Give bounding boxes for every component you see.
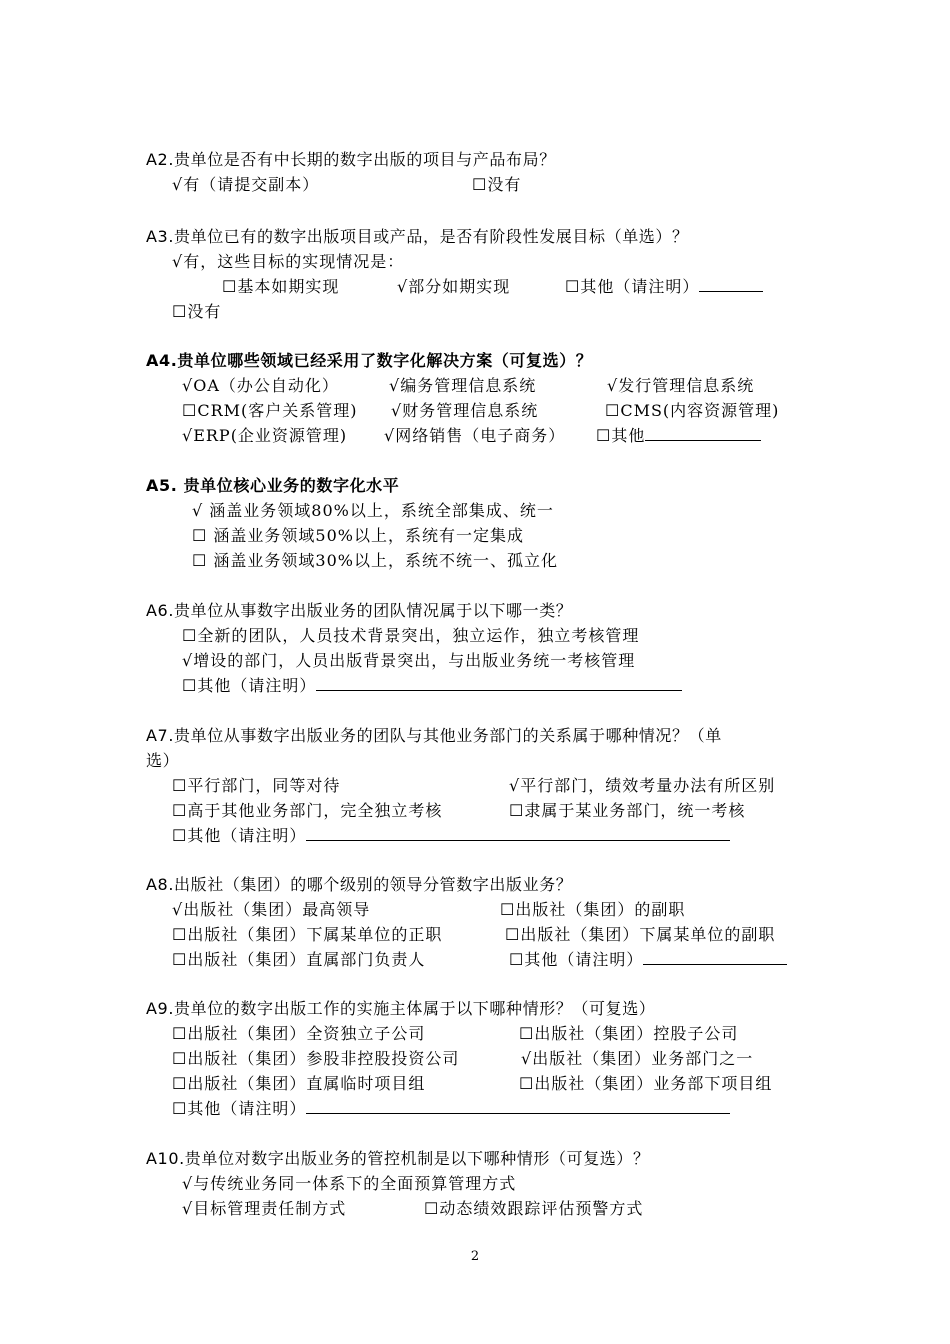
a9-option-other-label: ☐其他（请注明）	[172, 1099, 307, 1118]
a3-option-yes[interactable]: √有，这些目标的实现情况是：	[172, 252, 405, 271]
a7-other-blank[interactable]	[306, 826, 730, 841]
a9-option-holding[interactable]: ☐出版社（集团）控股子公司	[519, 1024, 739, 1043]
a7-option-other[interactable]	[172, 826, 730, 846]
a4-option-other-label: ☐其他	[596, 426, 646, 445]
a3-sub-option-3[interactable]	[565, 277, 763, 297]
page-number: 2	[470, 1249, 480, 1264]
a3-option-no[interactable]: ☐没有	[172, 302, 222, 321]
a9-option-other[interactable]	[172, 1099, 730, 1119]
a8-option-other-label: ☐其他（请注明）	[509, 950, 644, 969]
a9-option-temp-project[interactable]: ☐出版社（集团）直属临时项目组	[172, 1074, 426, 1093]
a4-option-erp[interactable]: √ERP(企业资源管理)	[182, 426, 348, 445]
a8-other-blank[interactable]	[643, 950, 787, 965]
a3-other-blank[interactable]	[699, 277, 763, 292]
a8-option-top-leader[interactable]: √出版社（集团）最高领导	[172, 900, 371, 919]
a2-option-no[interactable]: ☐没有	[472, 175, 522, 194]
a4-option-cms[interactable]: ☐CMS(内容资源管理)	[605, 401, 780, 420]
a8-option-dept-head[interactable]: ☐出版社（集团）直属部门负责人	[172, 950, 426, 969]
a5-option-80[interactable]: √ 涵盖业务领域80%以上，系统全部集成、统一	[192, 501, 554, 520]
a8-option-other[interactable]	[509, 950, 787, 970]
a8-option-sub-unit-head[interactable]: ☐出版社（集团）下属某单位的正职	[172, 925, 443, 944]
a4-question: A4.贵单位哪些领域已经采用了数字化解决方案（可复选）？	[146, 351, 593, 370]
a5-option-30[interactable]: ☐ 涵盖业务领域30%以上，系统不统一、孤立化	[192, 551, 558, 570]
a7-option-higher[interactable]: ☐高于其他业务部门，完全独立考核	[172, 801, 443, 820]
a4-other-blank[interactable]	[645, 426, 761, 441]
a4-option-distribution[interactable]: √发行管理信息系统	[607, 376, 755, 395]
a7-option-parallel-equal[interactable]: ☐平行部门，同等对待	[172, 776, 341, 795]
a9-question: A9.贵单位的数字出版工作的实施主体属于以下哪种情形？（可复选）	[146, 999, 656, 1018]
a5-option-50[interactable]: ☐ 涵盖业务领域50%以上，系统有一定集成	[192, 526, 524, 545]
a3-question: A3.贵单位已有的数字出版项目或产品，是否有阶段性发展目标（单选）？	[146, 227, 689, 246]
a7-option-subordinate[interactable]: ☐隶属于某业务部门，统一考核	[509, 801, 746, 820]
a5-question: A5. 贵单位核心业务的数字化水平	[146, 476, 400, 495]
a2-option-yes[interactable]: √有（请提交副本）	[172, 175, 320, 194]
a4-option-oa[interactable]: √OA（办公自动化）	[182, 376, 339, 395]
a6-other-blank[interactable]	[316, 676, 682, 691]
a7-question-line-2: 选）	[146, 751, 180, 770]
a2-question: A2.贵单位是否有中长期的数字出版的项目与产品布局？	[146, 150, 556, 169]
a4-option-ecommerce[interactable]: √网络销售（电子商务）	[384, 426, 566, 445]
a9-option-business-dept[interactable]: √出版社（集团）业务部门之一	[521, 1049, 754, 1068]
a7-option-other-label: ☐其他（请注明）	[172, 826, 307, 845]
a9-option-minority[interactable]: ☐出版社（集团）参股非控股投资公司	[172, 1049, 460, 1068]
a4-option-editorial[interactable]: √编务管理信息系统	[389, 376, 537, 395]
a10-question: A10.贵单位对数字出版业务的管控机制是以下哪种情形（可复选）？	[146, 1149, 650, 1168]
a8-option-sub-unit-deputy[interactable]: ☐出版社（集团）下属某单位的副职	[505, 925, 776, 944]
a10-option-dynamic-perf[interactable]: ☐动态绩效跟踪评估预警方式	[424, 1199, 644, 1218]
a3-sub-option-2[interactable]: √部分如期实现	[397, 277, 511, 296]
a8-option-deputy[interactable]: ☐出版社（集团）的副职	[500, 900, 686, 919]
a6-question: A6.贵单位从事数字出版业务的团队情况属于以下哪一类？	[146, 601, 573, 620]
a6-option-other[interactable]	[182, 676, 682, 696]
a9-other-blank[interactable]	[306, 1099, 730, 1114]
a7-question-line-1: A7.贵单位从事数字出版业务的团队与其他业务部门的关系属于哪种情况？（单	[146, 726, 722, 745]
a10-option-budget[interactable]: √与传统业务同一体系下的全面预算管理方式	[182, 1174, 517, 1193]
a4-option-finance[interactable]: √财务管理信息系统	[391, 401, 539, 420]
a4-option-crm[interactable]: ☐CRM(客户关系管理)	[182, 401, 358, 420]
a9-option-wholly-owned[interactable]: ☐出版社（集团）全资独立子公司	[172, 1024, 426, 1043]
a3-sub-option-3-label: ☐其他（请注明）	[565, 277, 700, 296]
a7-option-parallel-diff[interactable]: √平行部门，绩效考量办法有所区别	[509, 776, 776, 795]
a4-option-other[interactable]	[596, 426, 761, 446]
a10-option-target-mgmt[interactable]: √目标管理责任制方式	[182, 1199, 347, 1218]
a9-option-dept-project[interactable]: ☐出版社（集团）业务部下项目组	[519, 1074, 773, 1093]
a6-option-other-label: ☐其他（请注明）	[182, 676, 317, 695]
a6-option-new-team[interactable]: ☐全新的团队，人员技术背景突出，独立运作，独立考核管理	[182, 626, 640, 645]
a6-option-added-dept[interactable]: √增设的部门，人员出版背景突出，与出版业务统一考核管理	[182, 651, 636, 670]
a8-question: A8.出版社（集团）的哪个级别的领导分管数字出版业务？	[146, 875, 573, 894]
a3-sub-option-1[interactable]: ☐基本如期实现	[222, 277, 340, 296]
